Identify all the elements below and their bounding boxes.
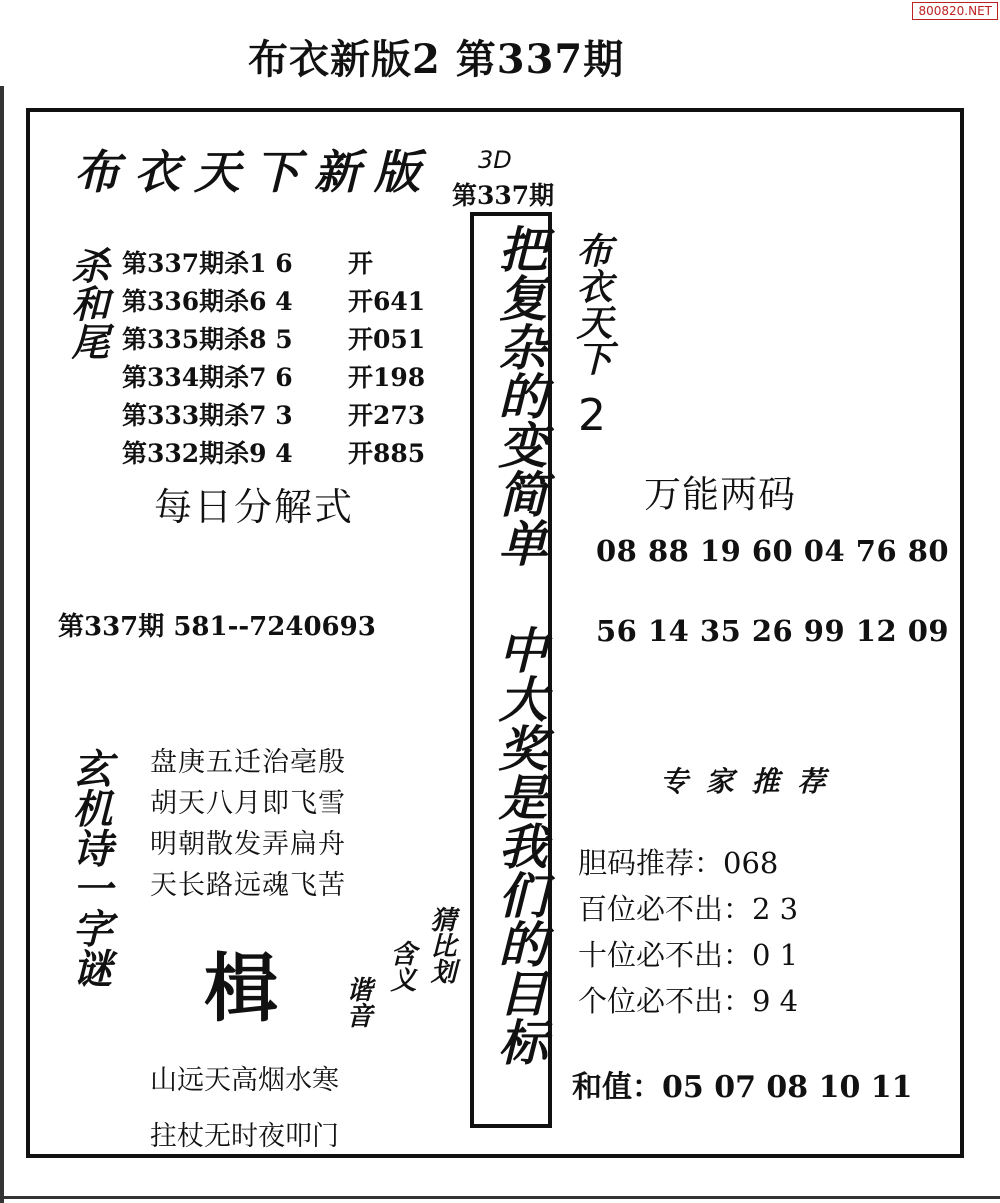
universal-two-row-2: 56 14 35 26 99 12 09 xyxy=(596,614,950,648)
kill-tail-list xyxy=(122,245,425,473)
right-brand: 布衣天下 xyxy=(571,232,613,376)
expert-label: 专 家 推 荐 xyxy=(660,765,830,798)
expert-lines xyxy=(578,840,798,1024)
page-border-left xyxy=(0,86,4,1203)
page-title: 布衣新版2 第337期 xyxy=(248,36,625,83)
kill-row: 第335期杀8 5 开051 xyxy=(122,325,426,354)
issue-tag: 第337期 xyxy=(452,181,555,210)
brand-title: 布衣天下新版 xyxy=(74,145,434,199)
daily-decomp-label: 每日分解式 xyxy=(154,485,355,529)
kill-row: 第336期杀6 4 开641 xyxy=(122,287,426,316)
riddle-char: 楫 xyxy=(204,946,278,1032)
expert-line: 个位必不出：9 4 xyxy=(578,984,799,1018)
center-slogan: 把复杂的变简单 中大奖是我们的目标 xyxy=(491,224,549,1066)
kill-tail-label: 杀和尾 xyxy=(65,246,110,360)
poem-line: 天长路远魂飞苦 xyxy=(150,870,346,901)
closing-line-1: 山远天高烟水寒 xyxy=(150,1065,339,1096)
poem-lines xyxy=(150,742,346,906)
right-brand-number: 2 xyxy=(578,390,606,441)
formula-line: 第337期 581--7240693 xyxy=(58,612,376,642)
tag-3d: 3D xyxy=(478,146,512,174)
poem-line: 明朝散发弄扁舟 xyxy=(150,829,346,860)
poem-line: 胡天八月即飞雪 xyxy=(150,788,346,819)
kill-row: 第332期杀9 4 开885 xyxy=(122,439,426,468)
poem-label: 玄机诗一字谜 xyxy=(66,748,113,988)
hint-meaning: 含义 xyxy=(386,940,416,992)
expert-line: 百位必不出：2 3 xyxy=(578,892,799,926)
universal-two-row-1: 08 88 19 60 04 76 80 xyxy=(596,534,950,568)
page-border-bottom xyxy=(0,1196,1000,1199)
expert-line: 十位必不出：0 1 xyxy=(578,938,799,972)
hint-homophone: 谐音 xyxy=(342,976,372,1028)
watermark-badge: 800820.NET xyxy=(912,2,998,20)
kill-row: 第334期杀7 6 开198 xyxy=(122,363,426,392)
hint-guess-strokes: 猜比划 xyxy=(426,906,456,984)
closing-line-2: 拄杖无时夜叩门 xyxy=(150,1121,339,1152)
universal-two-label: 万能两码 xyxy=(644,473,796,516)
kill-row: 第337期杀1 6 开 xyxy=(122,249,374,278)
poem-line: 盘庚五迁治亳殷 xyxy=(150,747,346,778)
sum-values: 和值：05 07 08 10 11 xyxy=(572,1070,913,1105)
kill-row: 第333期杀7 3 开273 xyxy=(122,401,426,430)
expert-line: 胆码推荐：068 xyxy=(578,846,779,880)
